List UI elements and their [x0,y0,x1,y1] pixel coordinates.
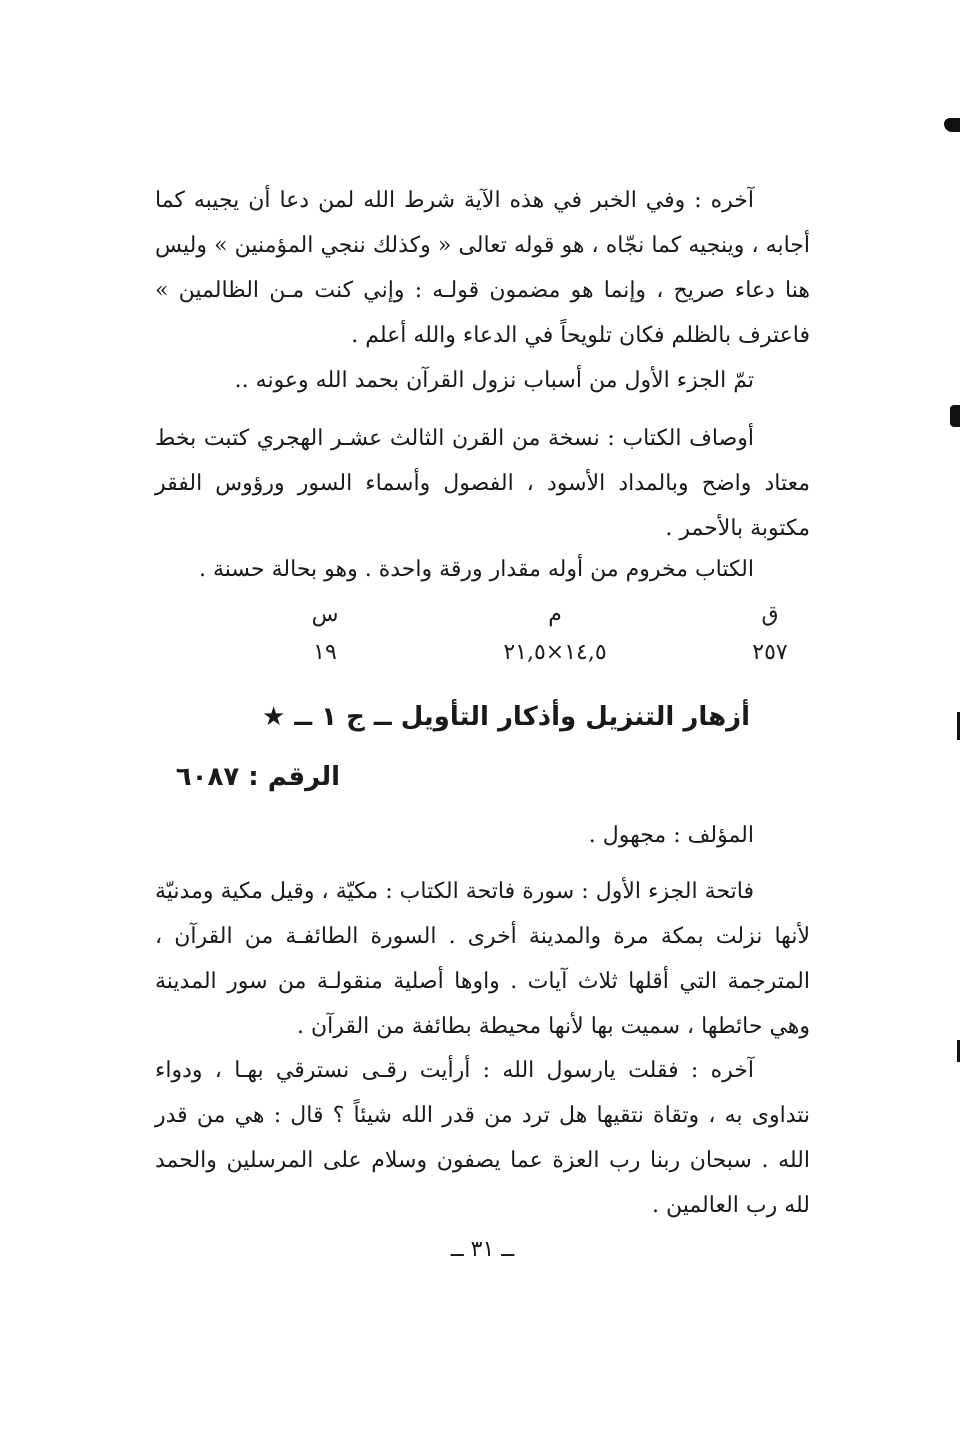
paragraph-ending-part-one: آخره : وفي الخبر في هذه الآية شرط الله لمن دعا أن يجيبه كما أجابه ، وينجيه كما نجّاه ، هو قوله تعالى « وكذلك ننجي المؤمنين » وليس هنا دعاء صريح ، وإنما هو مضمون قولـه : وإني كنت مـن الظالمين » فاعترف بالظلم فكان تلويحاً في الدعاء والله أعلم . [155,188,810,348]
spec-header-lines: س [311,602,339,627]
spec-header-dimensions: م [548,602,562,627]
spec-value-lines: ١٩ [313,640,337,665]
spec-value-leaves: ٢٥٧ [752,640,788,665]
scan-edge-mark [950,405,960,427]
paragraph-completion-note: تمّ الجزء الأول من أسباب نزول القرآن بحمد الله وعونه .. [234,368,754,393]
document-page [155,170,810,1280]
paragraph-opening: فاتحة الجزء الأول : سورة فاتحة الكتاب : مكيّة ، وقيل مكية ومدنيّة لأنها نزلت بمكة مرة والمدينة أخرى . السورة الطائفـة من القرآن ، المترجمة التي أقلها ثلاث آيات . واوها أصلية منقولـة من سور المدينة وهي حائطها ، سميت بها لأنها محيطة بطائفة من القرآن . [155,879,810,1039]
paragraph-author: المؤلف : مجهول . [588,823,754,848]
book-title: أزهار التنزيل وأذكار التأويل ــ ج ١ ــ ★ [261,702,750,732]
manuscript-specs-table [155,595,810,675]
paragraph-ending-part-two: آخره : فقلت يارسول الله : أرأيت رقـى نسترقي بهـا ، ودواء نتداوى به ، وتقاة نتقيها هل ترد من قدر الله شيئاً ؟ قال : هي من قدر الله . سبحان ربنا رب العزة عما يصفون وسلام على المرسلين والحمد لله رب العالمين . [155,1058,810,1218]
book-number: الرقم : ٦٠٨٧ [175,762,340,792]
scan-edge-mark [944,118,960,132]
spec-header-leaves: ق [761,602,779,627]
spec-value-dimensions: ١٤,٥×٢١,٥ [503,640,607,665]
page-number: ــ ٣١ ــ [450,1237,515,1262]
paragraph-condition-note: الكتاب مخروم من أوله مقدار ورقة واحدة . وهو بحالة حسنة . [198,557,754,582]
paragraph-book-description: أوصاف الكتاب : نسخة من القرن الثالث عشـر الهجري كتبت بخط معتاد واضح وبالمداد الأسود ، الفصول وأسماء السور ورؤوس الفقر مكتوبة بالأحمر . [155,426,810,541]
